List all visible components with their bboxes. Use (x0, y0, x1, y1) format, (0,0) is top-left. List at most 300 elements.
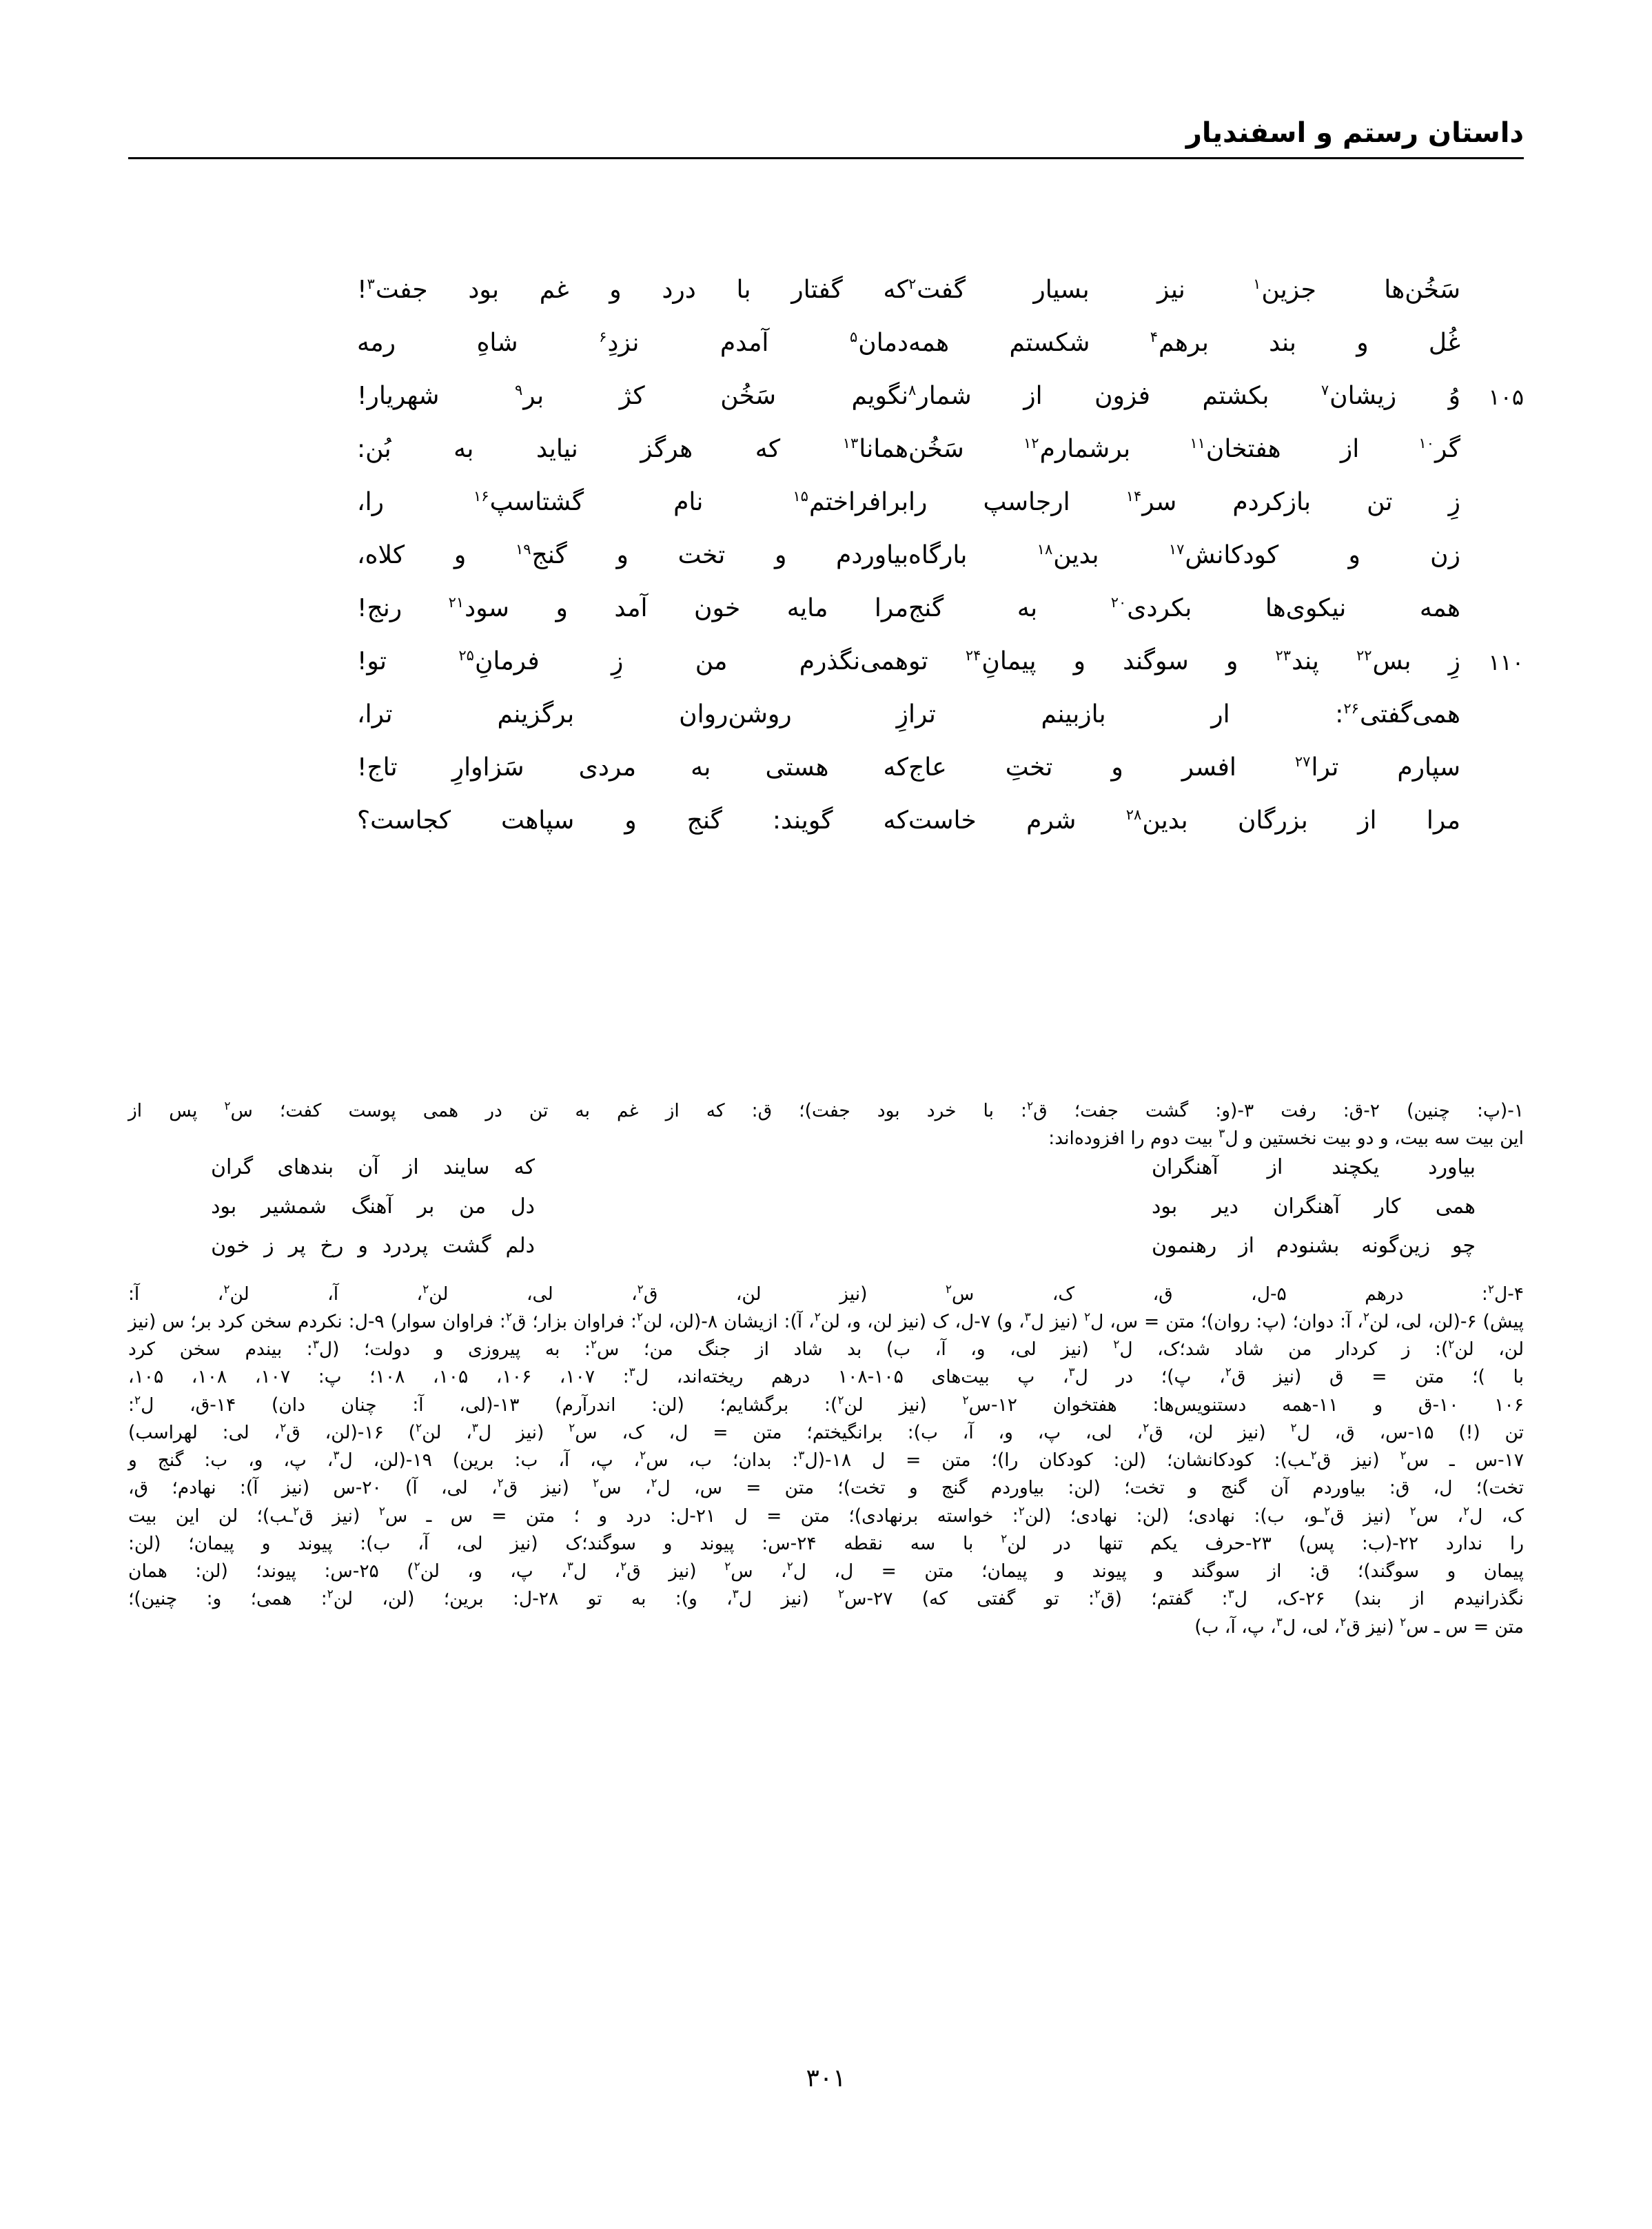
verse-word: کجاست؟ (357, 806, 451, 835)
verse-word: بازکردم (1232, 488, 1312, 516)
verse-word: گر$^{۱۰}$ (1418, 435, 1460, 463)
verse-word: را (908, 488, 928, 516)
verse-word: همی‌نگذرم (799, 647, 908, 675)
verse-word: گنج$^{۱۹}$ (515, 541, 567, 569)
verse-couplet (128, 699, 1524, 752)
siglum-superscript: ۲ (837, 1393, 844, 1407)
verse-couplet (128, 540, 1524, 593)
verse-word: را، (357, 488, 385, 516)
siglum-superscript: ۳ (732, 1587, 739, 1602)
apparatus-line: را ندارد ۲۲-(ب: پس) ۲۳-حرف یکم تنها در لن$^۲$ با سه نقطه ۲۴-س: پیوند و سوگند؛ک (نیز لی، آ، ب): پیوند و پیمان؛ (لن: (128, 1532, 1524, 1554)
verse-word: همی‌گفتی$^{۲۶}$: (1335, 700, 1460, 729)
verse-word: که (883, 276, 908, 304)
footnote-marker: ۱۹ (515, 541, 531, 558)
siglum-superscript: ۲ (1323, 1504, 1331, 1518)
footnote-marker: ۷ (1320, 382, 1329, 398)
footnote-marker: ۱۶ (473, 488, 489, 505)
siglum-superscript: ۲ (1094, 1587, 1101, 1602)
verse-word: که (883, 753, 908, 782)
footnote-marker: ۱۵ (793, 488, 808, 505)
footnote-marker: ۵ (849, 329, 858, 345)
verse-couplet (128, 274, 1524, 327)
inset-hemistich-right (1152, 1194, 1476, 1236)
verse-word: زیشان$^۷$ (1320, 382, 1397, 410)
footnote-marker: ۳ (367, 276, 375, 292)
inset-hemistich-right (1152, 1233, 1476, 1275)
siglum-superscript: ۲ (1409, 1504, 1416, 1518)
inset-word: زین‌گونه (1361, 1233, 1431, 1258)
verse-word: ترا$^{۲۷}$ (1294, 753, 1339, 782)
verse-word: سپاهت (500, 806, 575, 835)
verse-word: بازبینم (1041, 700, 1106, 729)
inset-couplet (211, 1233, 1476, 1275)
hemistich-left (357, 752, 908, 781)
hemistich-left (357, 805, 908, 834)
hemistich-left (357, 699, 908, 728)
verse-word: من (695, 647, 728, 675)
siglum-superscript: ۲ (134, 1393, 141, 1407)
verse-word: بند (1269, 329, 1296, 357)
footnote-marker: ۲۶ (1343, 700, 1359, 717)
footnote-marker: ۱۲ (1023, 435, 1039, 451)
verse-word: فرمانِ$^{۲۵}$ (458, 647, 540, 675)
siglum-superscript: ۲ (422, 1282, 429, 1296)
inset-hemistich-left (211, 1233, 535, 1275)
verse-word: کلاه، (357, 541, 405, 569)
verse-line-number (1460, 434, 1524, 439)
inset-verse-block (128, 1154, 1524, 1275)
verse-word: گفتار (791, 276, 843, 304)
verse-word: بس$^{۲۲}$ (1356, 647, 1411, 675)
verse-word: و (624, 806, 637, 835)
verse-word: بود (468, 276, 500, 304)
verse-word: نیز (1157, 276, 1185, 304)
siglum-superscript: ۲ (224, 1099, 231, 1114)
inset-word: همی (1435, 1194, 1476, 1219)
siglum-superscript: ۲ (1400, 1615, 1407, 1629)
inset-word: آهنگران (1273, 1194, 1340, 1219)
siglum-superscript: ۲ (505, 1310, 512, 1324)
siglum-superscript: ۳ (333, 1449, 340, 1463)
siglum-superscript: ۲ (1310, 1449, 1317, 1463)
verse-word: بکردی$^{۲۰}$ (1110, 594, 1192, 622)
siglum-superscript: ۲ (497, 1476, 504, 1491)
verse-word: همانا$^{۱۳}$ (842, 435, 908, 463)
verse-line-number: ۱۱۰ (1488, 649, 1524, 675)
apparatus-line: تن (!) ۱۵-س، ق، ل$^۲$ (نیز لن، ق$^۲$، لی، پ، و، آ، ب): برانگیختم؛ متن = ل، ک، س$^۲$ (نیز ل$^۳$، لن$^۲$) ۱۶-(لن، ق$^۲$، لی: لهراسب) (128, 1421, 1524, 1443)
verse-word: نزدِ$^۶$ (599, 329, 640, 357)
hemistich-right (908, 699, 1460, 728)
apparatus-line: ۱۰۶ ۱۰-ق و ۱۱-همه دستنویس‌ها: هفتخوان ۱۲-س$^۲$ (نیز لن$^۲$): برگشایم؛ (لن: اندرآرم) ۱۳-(لی، آ: چنان دان) ۱۴-ق، ل$^۲$: (128, 1393, 1524, 1416)
verse-word: به (1017, 594, 1038, 622)
inset-word: چو (1451, 1233, 1476, 1258)
verse-couplet (128, 380, 1524, 434)
verse-word: برهم$^۴$ (1150, 329, 1209, 357)
siglum-superscript: ۲ (637, 1282, 644, 1296)
hemistich-right (908, 805, 1460, 834)
hemistich-right (908, 487, 1460, 516)
siglum-superscript: ۲ (945, 1282, 952, 1296)
siglum-superscript: ۲ (1363, 1310, 1370, 1324)
siglum-superscript: ۲ (620, 1560, 627, 1574)
siglum-superscript: ۲ (1448, 1338, 1455, 1352)
verse-word: هستی (765, 753, 829, 782)
hemistich-left (357, 593, 908, 622)
siglum-superscript: ۲ (1001, 1532, 1008, 1547)
siglum-superscript: ۲ (651, 1476, 657, 1491)
verse-word: و (1356, 329, 1369, 357)
hemistich-right (908, 380, 1460, 409)
hemistich-right (908, 540, 1460, 569)
inset-couplet (211, 1154, 1476, 1197)
verse-word: زِ (896, 700, 908, 729)
footnote-marker: ۱۴ (1125, 488, 1142, 505)
verse-line-number (1460, 699, 1524, 704)
siglum-superscript: ۳ (1218, 1127, 1225, 1141)
siglum-superscript: ۳ (1276, 1615, 1283, 1629)
footnote-marker: ۱۳ (842, 435, 859, 451)
siglum-superscript: ۲ (1487, 1282, 1494, 1296)
inset-word: دیر (1212, 1194, 1238, 1219)
verse-word: به (691, 753, 711, 782)
verse-word: افسر (1181, 753, 1236, 782)
verse-word: ارجاسپ (983, 488, 1070, 516)
verse-word: و (1348, 541, 1360, 569)
siglum-superscript: ۲ (1143, 1421, 1150, 1436)
verse-word: سَخُن (720, 382, 776, 410)
siglum-superscript: ۲ (1290, 1421, 1297, 1436)
verse-word: که (755, 435, 781, 463)
verse-couplet (128, 487, 1524, 540)
verse-line-number (1460, 487, 1524, 492)
inset-word: دلم (505, 1233, 535, 1258)
verse-word: جفت$^۳$! (357, 276, 428, 304)
siglum-superscript: ۲ (1463, 1504, 1470, 1518)
verse-word: و (616, 541, 629, 569)
verse-word: ترا (908, 700, 936, 729)
apparatus-line: پیش) ۶-(لن، لی، لن$^۲$، آ: دوان؛ (پ: روان)؛ متن = س، ل$^۲$ (نیز ل$^۳$، و) ۷-ل، ک (نیز لن، و، لن$^۲$، آ): ازیشان ۸-(لن، لن$^۲$: فراوان بزار؛ ق$^۲$: فراوان سوار) ۹-ل: نکردم سخن کرد بر؛ س (نیز (128, 1310, 1524, 1332)
footnote-marker: ۱ (1253, 276, 1261, 292)
verse-word: مرا (874, 594, 908, 622)
siglum-superscript: ۲ (962, 1393, 969, 1407)
verse-word: برشمارم$^{۱۲}$ (1023, 435, 1131, 463)
verse-word: رمه (357, 329, 396, 357)
verse-word: برگزینم (497, 700, 575, 729)
verse-word: زِ (611, 647, 624, 675)
footnote-marker: ۲۸ (1125, 806, 1142, 823)
inset-word: سایند (442, 1154, 490, 1179)
verse-word: آمد (614, 594, 648, 622)
inset-word: و (358, 1233, 368, 1258)
verse-word: و (555, 594, 568, 622)
running-head-title: داستان رستم و اسفندیار (1185, 117, 1524, 149)
hemistich-left (357, 487, 908, 516)
verse-word: بدین$^{۱۸}$ (1037, 541, 1099, 569)
verse-word: همه (908, 329, 950, 357)
inset-word: از (1267, 1154, 1283, 1179)
inset-word: خون (211, 1233, 250, 1258)
verse-body (128, 274, 1524, 846)
hemistich-left (357, 646, 908, 675)
verse-word: آمدم (720, 329, 769, 357)
verse-word: و (1225, 647, 1238, 675)
verse-word: شکستم (1009, 329, 1090, 357)
footnote-marker: ۲۲ (1356, 647, 1372, 664)
inset-word: بشنودم (1276, 1233, 1340, 1258)
verse-word: غُل (1428, 329, 1460, 357)
hemistich-left (357, 540, 908, 569)
siglum-superscript: ۲ (590, 1338, 598, 1352)
verse-word: تو (908, 647, 928, 675)
siglum-superscript: ۳ (567, 1560, 573, 1574)
siglum-superscript: ۲ (786, 1560, 793, 1574)
verse-line-number: ۱۰۵ (1488, 384, 1524, 410)
verse-word: شاهِ (476, 329, 518, 357)
verse-couplet (128, 752, 1524, 805)
verse-line-number (1460, 274, 1524, 280)
inset-couplet (211, 1194, 1476, 1236)
verse-word: وُ (1448, 382, 1460, 410)
apparatus-line: با )؛ متن = ق (نیز ق$^۲$، پ)؛ در ل$^۳$، پ بیت‌های ۱۰۵-۱۰۸ درهم ریخته‌اند، ل$^۳$: ۱۰۷، ۱۰۶، ۱۰۵، ۱۰۸؛ پ: ۱۰۷، ۱۰۸، ۱۰۵، (128, 1365, 1524, 1388)
inset-word: گشت (442, 1233, 491, 1258)
siglum-superscript: ۳ (1024, 1310, 1031, 1324)
siglum-superscript: ۲ (1400, 1449, 1407, 1463)
verse-line-number (1460, 752, 1524, 757)
inset-word: شمشیر (261, 1194, 327, 1219)
siglum-superscript: ۲ (414, 1560, 420, 1574)
siglum-superscript: ۲ (569, 1421, 575, 1436)
verse-word: کژ (619, 382, 645, 410)
footnote-marker: ۲۱ (448, 594, 465, 611)
verse-word: بکشتم (1202, 382, 1269, 410)
inset-word: آهنگران (1152, 1154, 1218, 1179)
verse-couplet (128, 593, 1524, 646)
siglum-superscript: ۲ (640, 1449, 646, 1463)
footnote-marker: ۲۵ (458, 647, 474, 664)
verse-word: زِ (1448, 647, 1460, 675)
footnote-marker: ۱۱ (1190, 435, 1205, 451)
hemistich-right (908, 593, 1460, 622)
verse-line-number (1460, 593, 1524, 598)
siglum-superscript: ۲ (378, 1504, 385, 1518)
verse-word: و (1111, 753, 1123, 782)
verse-line-number (1460, 805, 1524, 811)
verse-word: از (1023, 382, 1043, 410)
footnote-marker: ۸ (908, 382, 917, 398)
verse-word: و (774, 541, 787, 569)
apparatus-line: ۴-ل$^۲$: درهم ۵-ل، ق، ک، س$^۲$ (نیز لن، ق$^۲$، لی، لن$^۲$، آ، لن$^۲$، آ: (128, 1282, 1524, 1305)
verse-word: ترا، (357, 700, 393, 729)
verse-word: خاست (908, 806, 977, 835)
siglum-superscript: ۲ (593, 1476, 600, 1491)
verse-word: فزون (1094, 382, 1150, 410)
footnote-marker: ۲۷ (1294, 753, 1311, 770)
inset-word: یکچند (1332, 1154, 1380, 1179)
verse-word: که (883, 806, 908, 835)
siglum-superscript: ۳ (471, 1421, 478, 1436)
verse-word: زن (1430, 541, 1460, 569)
inset-hemistich-left (211, 1194, 535, 1236)
siglum-superscript: ۲ (1026, 1099, 1034, 1114)
inset-word: از (402, 1154, 419, 1179)
inset-word: بندهای (277, 1154, 334, 1179)
verse-word: بارگاه (908, 541, 968, 569)
siglum-superscript: ۲ (1084, 1310, 1091, 1324)
footnote-marker: ۲۳ (1275, 647, 1292, 664)
verse-word: گشتاسپ$^{۱۶}$ (473, 488, 584, 516)
inset-hemistich-left (211, 1154, 535, 1197)
apparatus-line: ۱-(پ: چنین) ۲-ق: رفت ۳-(و: گشت جفت؛ ق$^۲$: با خرد بود جفت)؛ ق: که از غم به تن در همی پوست کفت؛ س$^۲$ پس از (128, 1099, 1524, 1121)
verse-word: از (1358, 806, 1377, 835)
verse-word: نیکوی‌ها (1265, 594, 1347, 622)
hemistich-left (357, 274, 908, 303)
verse-word: رنج! (357, 594, 402, 622)
apparatus-line: نگذرانیدم از بند) ۲۶-ک، ل$^۳$: گفتم؛ (ق$^۲$: تو گفتی که) ۲۷-س$^۲$ (نیز ل$^۳$، و): به تو ۲۸-ل: برین؛ (لن، لن$^۲$: همی؛ و: چنین)؛ (128, 1587, 1524, 1610)
inset-word: بود (1152, 1194, 1178, 1219)
inset-word: از (1238, 1233, 1254, 1258)
verse-line-number (1460, 540, 1524, 545)
verse-word: خون (694, 594, 741, 622)
hemistich-left (357, 380, 908, 409)
footnote-marker: ۲۰ (1110, 594, 1127, 611)
verse-word: هفتخان$^{۱۱}$ (1190, 435, 1281, 463)
verse-word: نام (673, 488, 704, 516)
verse-word: تاج! (357, 753, 398, 782)
siglum-superscript: ۳ (312, 1338, 319, 1352)
footnote-marker: ۲۴ (965, 647, 981, 664)
verse-word: سَزاوارِ (451, 753, 524, 782)
verse-word: و (453, 541, 467, 569)
verse-word: بیاوردم (836, 541, 908, 569)
siglum-superscript: ۳ (798, 1449, 805, 1463)
verse-word: بُن: (357, 435, 391, 463)
inset-word: آن (358, 1154, 379, 1179)
hemistich-right (908, 274, 1460, 303)
verse-word: گنج (686, 806, 722, 835)
verse-word: از (1340, 435, 1360, 463)
apparatus-line: ک، ل$^۲$، س$^۲$ (نیز ق$^۲$ـو، ب): نهادی؛ (لن: نهادی؛ (لن$^۲$: خواسته برنهادی)؛ متن = ل ۲۱-ل: درد و ؛ متن = س ـ س$^۲$ (نیز ق$^۲$ـب)؛ لن این بیت (128, 1504, 1524, 1527)
verse-word: جزین$^۱$ (1253, 276, 1316, 304)
verse-couplet (128, 646, 1524, 699)
verse-word: سر$^{۱۴}$ (1125, 488, 1177, 516)
siglum-superscript: ۲ (724, 1560, 731, 1574)
verse-word: درد (662, 276, 696, 304)
hemistich-left (357, 434, 908, 462)
hemistich-right (908, 646, 1460, 675)
verse-word: برافراختم$^{۱۵}$ (793, 488, 908, 516)
siglum-superscript: ۲ (1340, 1615, 1347, 1629)
siglum-superscript: ۲ (814, 1310, 821, 1324)
verse-word: بسیار (1033, 276, 1090, 304)
verse-couplet (128, 805, 1524, 858)
verse-word: پیمانِ$^{۲۴}$ (965, 647, 1037, 675)
inset-word: رخ (320, 1233, 344, 1258)
verse-word: با (736, 276, 751, 304)
inset-word: بود (211, 1194, 237, 1219)
verse-word: مرا (1426, 806, 1460, 835)
apparatus-line: متن = س ـ س$^۲$ (نیز ق$^۲$، لی، ل$^۳$، پ، آ، ب) (1194, 1615, 1524, 1638)
siglum-superscript: ۲ (1225, 1365, 1232, 1380)
siglum-superscript: ۲ (293, 1504, 300, 1518)
verse-word: سود$^{۲۱}$ (448, 594, 509, 622)
verse-word: زِ (1448, 488, 1460, 516)
siglum-superscript: ۲ (327, 1587, 334, 1602)
verse-word: و (609, 276, 622, 304)
inset-word: من (459, 1194, 487, 1219)
inset-word: ز (264, 1233, 274, 1258)
verse-word: روشن‌روان (679, 700, 792, 729)
siglum-superscript: ۲ (1018, 1504, 1025, 1518)
siglum-superscript: ۲ (280, 1421, 287, 1436)
verse-word: بزرگان (1237, 806, 1308, 835)
inset-word: دل (510, 1194, 535, 1219)
verse-word: بدین$^{۲۸}$ (1125, 806, 1188, 835)
verse-word: سوگند (1123, 647, 1189, 675)
apparatus-line: پیمان و سوگند)؛ ق: از سوگند و پیوند و پیمان؛ متن = ل، ل$^۲$، س$^۲$ (نیز ق$^۲$، ل$^۳$، پ، و، لن$^۲$) ۲۵-س: پیوند؛ (لن: همان (128, 1560, 1524, 1582)
siglum-superscript: ۳ (1068, 1365, 1075, 1380)
verse-word: ار (1211, 700, 1230, 729)
apparatus-line: تخت)؛ ل، ق: بیاوردم آن گنج و تخت؛ (لن: بیاوردم گنج و تخت)؛ متن = س، ل$^۲$، س$^۲$ (نیز ق$^۲$، لی، آ) ۲۰-س (نیز آ): نهادم؛ ق، (128, 1476, 1524, 1499)
verse-word: شمار$^۸$ (908, 382, 972, 410)
inset-word: پردرد (382, 1233, 429, 1258)
verse-word: مردی (578, 753, 637, 782)
footnote-marker: ۶ (599, 329, 607, 345)
verse-word: عاج (908, 753, 947, 782)
page-header (128, 116, 1524, 159)
verse-word: سَخُن‌ها (1384, 276, 1460, 304)
verse-word: سَخُن (908, 435, 964, 463)
apparatus-line: ۱۷-س ـ س$^۲$ (نیز ق$^۲$ـب): کودکانشان؛ (لن: کودکان را)؛ متن = ل ۱۸-(ل$^۳$: بدان؛ ب، س$^۲$، پ، آ، ب: برین) ۱۹-(لن، ل$^۳$، پ، و، ب: گنج و (128, 1449, 1524, 1472)
siglum-superscript: ۳ (629, 1365, 635, 1380)
verse-word: هرگز (640, 435, 693, 463)
verse-word: مایه (786, 594, 828, 622)
inset-word: که (513, 1154, 535, 1179)
apparatus-line: این بیت سه بیت، و دو بیت نخستین و ل$^۳$ بیت دوم را افزوده‌اند: (1048, 1127, 1524, 1150)
inset-word: پر (288, 1233, 306, 1258)
siglum-superscript: ۲ (416, 1421, 422, 1436)
verse-word: تو! (357, 647, 387, 675)
siglum-superscript: ۲ (1113, 1338, 1120, 1352)
inset-word: گران (211, 1154, 254, 1179)
footnote-marker: ۱۷ (1168, 541, 1185, 558)
hemistich-right (908, 434, 1460, 462)
verse-couplet (128, 327, 1524, 380)
siglum-superscript: ۲ (837, 1587, 845, 1602)
siglum-superscript: ۲ (636, 1310, 644, 1324)
siglum-superscript: ۲ (223, 1282, 230, 1296)
verse-word: بر$^۹$ (514, 382, 544, 410)
verse-word: تختِ (1005, 753, 1053, 782)
inset-word: بر (417, 1194, 435, 1219)
verse-word: گنج (908, 594, 944, 622)
apparatus-line: لن، لن$^۲$): ز کردار من شاد شد؛ک، ل$^۲$ (نیز لی، و، آ، ب) بد شاد از جنگ من؛ س$^۲$: به پیروزی و دولت؛ (ل$^۳$: بیندم سخن کرد (128, 1338, 1524, 1361)
inset-word: آهنگ (351, 1194, 393, 1219)
verse-word: گویند: (772, 806, 833, 835)
hemistich-right (908, 752, 1460, 781)
verse-word: شرم (1026, 806, 1077, 835)
verse-word: و (1073, 647, 1086, 675)
footnote-marker: ۴ (1150, 329, 1159, 345)
verse-word: کودکانش$^{۱۷}$ (1168, 541, 1279, 569)
verse-word: پند$^{۲۳}$ (1275, 647, 1319, 675)
footnote-marker: ۱۸ (1037, 541, 1053, 558)
verse-word: تن (1367, 488, 1393, 516)
header-rule (128, 157, 1524, 159)
folio-number: ۳۰۱ (806, 2064, 846, 2093)
verse-word: غم (539, 276, 569, 304)
inset-word: بیاورد (1428, 1154, 1476, 1179)
verse-word: تخت (677, 541, 726, 569)
